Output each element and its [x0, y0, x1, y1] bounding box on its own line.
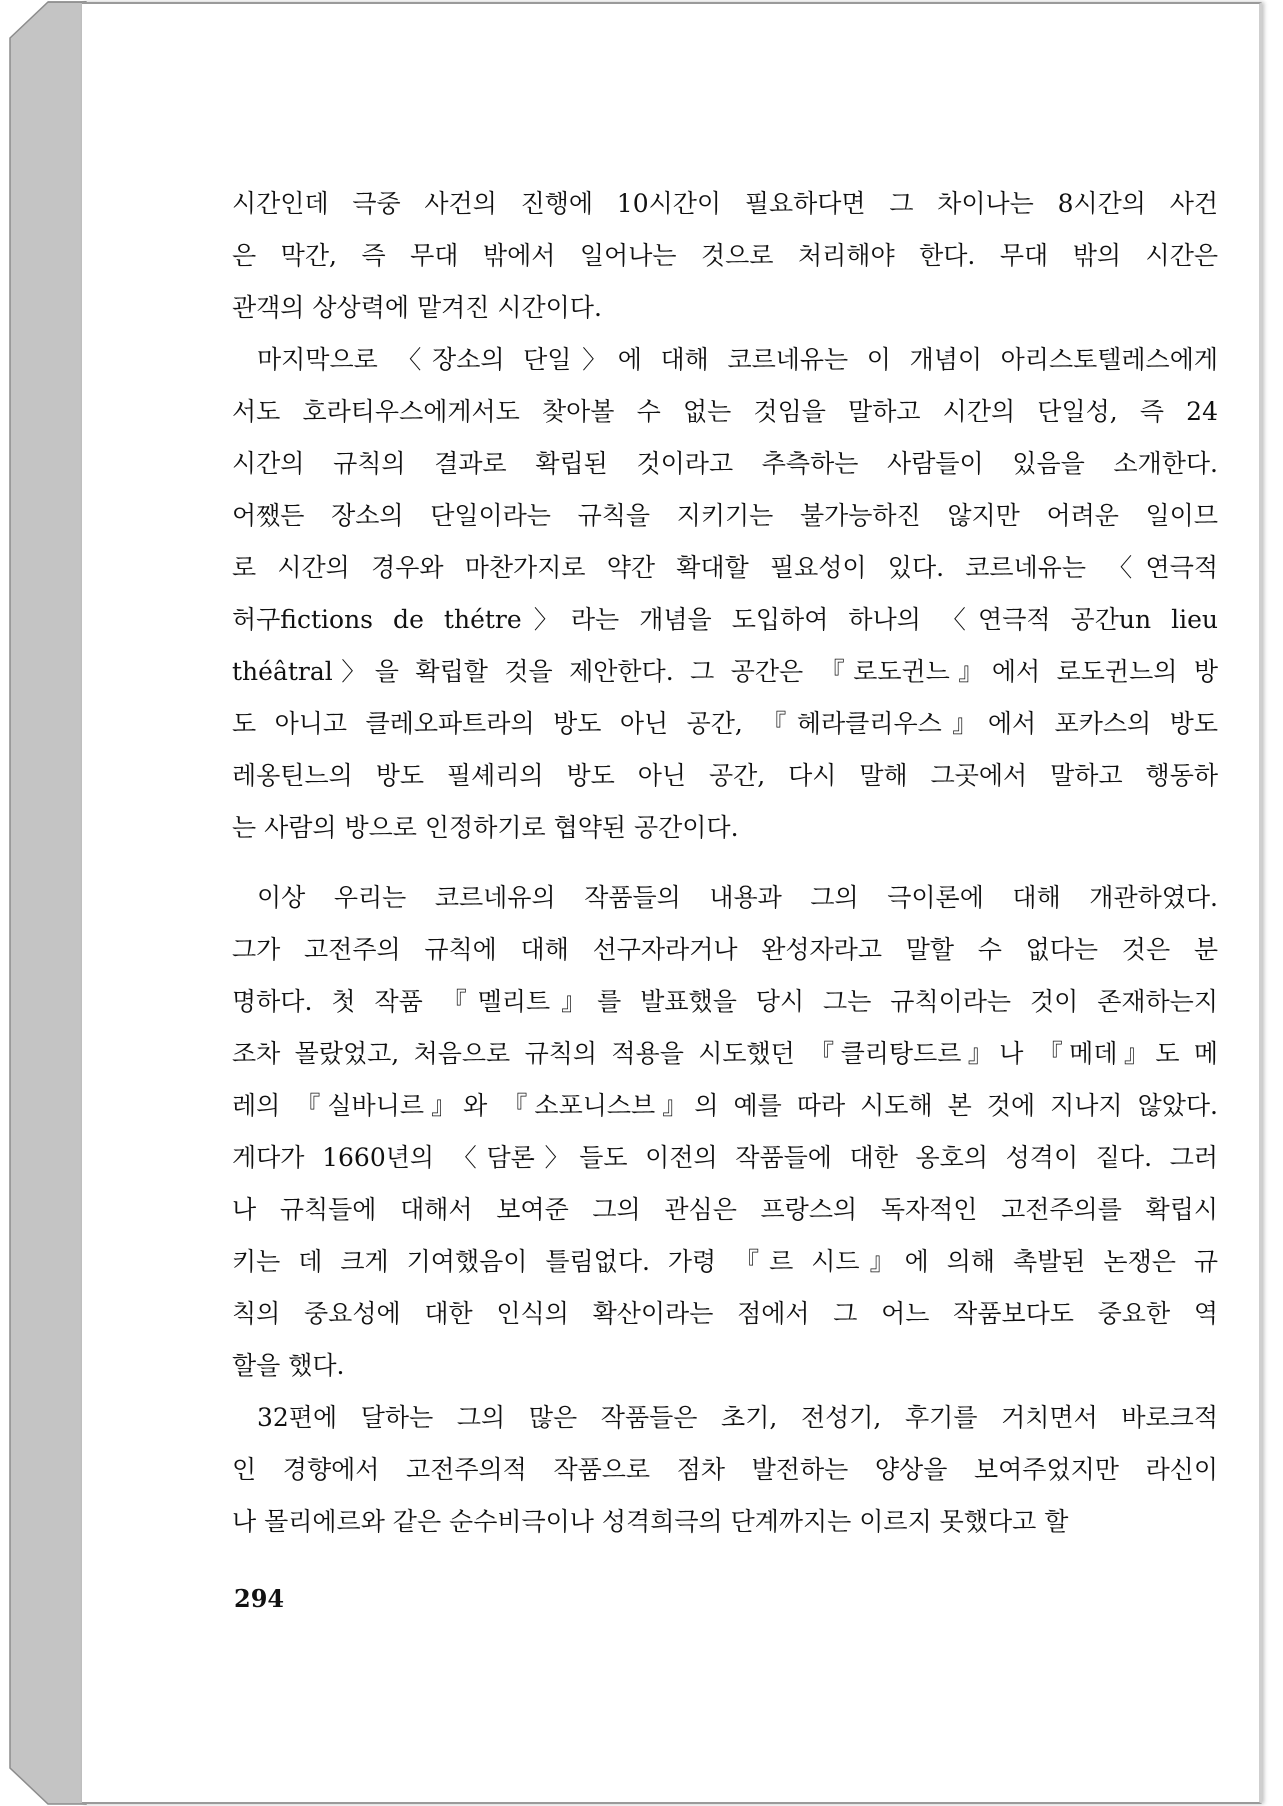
text-line: 조차 몰랐었고, 처음으로 규칙의 적용을 시도했던 『클리탕드르』나 『메데』도 메 [232, 1039, 1218, 1068]
text-line: 키는 데 크게 기여했음이 틀림없다. 가령 『르 시드』에 의해 촉발된 논쟁은 규 [232, 1247, 1218, 1276]
text-line: 은 막간, 즉 무대 밖에서 일어나는 것으로 처리해야 한다. 무대 밖의 시간은 [232, 241, 1218, 270]
text-line: 로 시간의 경우와 마찬가지로 약간 확대할 필요성이 있다. 코르네유는 〈연극적 [232, 553, 1218, 582]
text-section-2 [232, 872, 1218, 1548]
text-line: 게다가 1660년의 〈담론〉들도 이전의 작품들에 대한 옹호의 성격이 짙다. 그러 [232, 1143, 1218, 1172]
text-section-1 [232, 178, 1218, 854]
text-line: 허구fictions de thétre〉라는 개념을 도입하여 하나의 〈연극적 공간un lieu [232, 605, 1218, 634]
text-line: 도 아니고 클레오파트라의 방도 아닌 공간, 『헤라클리우스』에서 포카스의 방도 [232, 709, 1218, 738]
text-line: 그가 고전주의 규칙에 대해 선구자라거나 완성자라고 말할 수 없다는 것은 분 [232, 935, 1218, 964]
text-line: 레의 『실바니르』와 『소포니스브』의 예를 따라 시도해 본 것에 지나지 않았다. [232, 1091, 1218, 1120]
text-line: 명하다. 첫 작품 『멜리트』를 발표했을 당시 그는 규칙이라는 것이 존재하는지 [232, 987, 1218, 1016]
text-line: 마지막으로 〈장소의 단일〉에 대해 코르네유는 이 개념이 아리스토텔레스에게 [257, 345, 1218, 374]
text-line: 시간인데 극중 사건의 진행에 10시간이 필요하다면 그 차이나는 8시간의 사건 [232, 189, 1218, 218]
text-line: 시간의 규칙의 결과로 확립된 것이라고 추측하는 사람들이 있음을 소개한다. [232, 449, 1218, 478]
text-line: théâtral〉을 확립할 것을 제안한다. 그 공간은 『로도귄느』에서 로도귄느의 방 [232, 657, 1218, 686]
text-line: 칙의 중요성에 대한 인식의 확산이라는 점에서 그 어느 작품보다도 중요한 역 [232, 1299, 1218, 1328]
page-number: 294 [234, 1584, 285, 1613]
text-line: 32편에 달하는 그의 많은 작품들은 초기, 전성기, 후기를 거치면서 바로크적 [257, 1403, 1218, 1432]
text-line: 어쨌든 장소의 단일이라는 규칙을 지키기는 불가능하진 않지만 어려운 일이므 [232, 501, 1218, 530]
text-line: 관객의 상상력에 맡겨진 시간이다. [232, 293, 602, 322]
text-line: 레옹틴느의 방도 필셰리의 방도 아닌 공간, 다시 말해 그곳에서 말하고 행동하 [232, 761, 1218, 790]
text-line: 할을 했다. [232, 1351, 345, 1380]
text-line: 는 사람의 방으로 인정하기로 협약된 공간이다. [232, 813, 739, 842]
text-line: 이상 우리는 코르네유의 작품들의 내용과 그의 극이론에 대해 개관하였다. [257, 883, 1218, 912]
text-line: 인 경향에서 고전주의적 작품으로 점차 발전하는 양상을 보여주었지만 라신이 [232, 1455, 1218, 1484]
book-page [82, 2, 1262, 1804]
text-line: 나 규칙들에 대해서 보여준 그의 관심은 프랑스의 독자적인 고전주의를 확립시 [232, 1195, 1218, 1224]
text-line: 나 몰리에르와 같은 순수비극이나 성격희극의 단계까지는 이르지 못했다고 할 [232, 1507, 1069, 1536]
text-line: 서도 호라티우스에게서도 찾아볼 수 없는 것임을 말하고 시간의 단일성, 즉 24 [232, 397, 1218, 426]
